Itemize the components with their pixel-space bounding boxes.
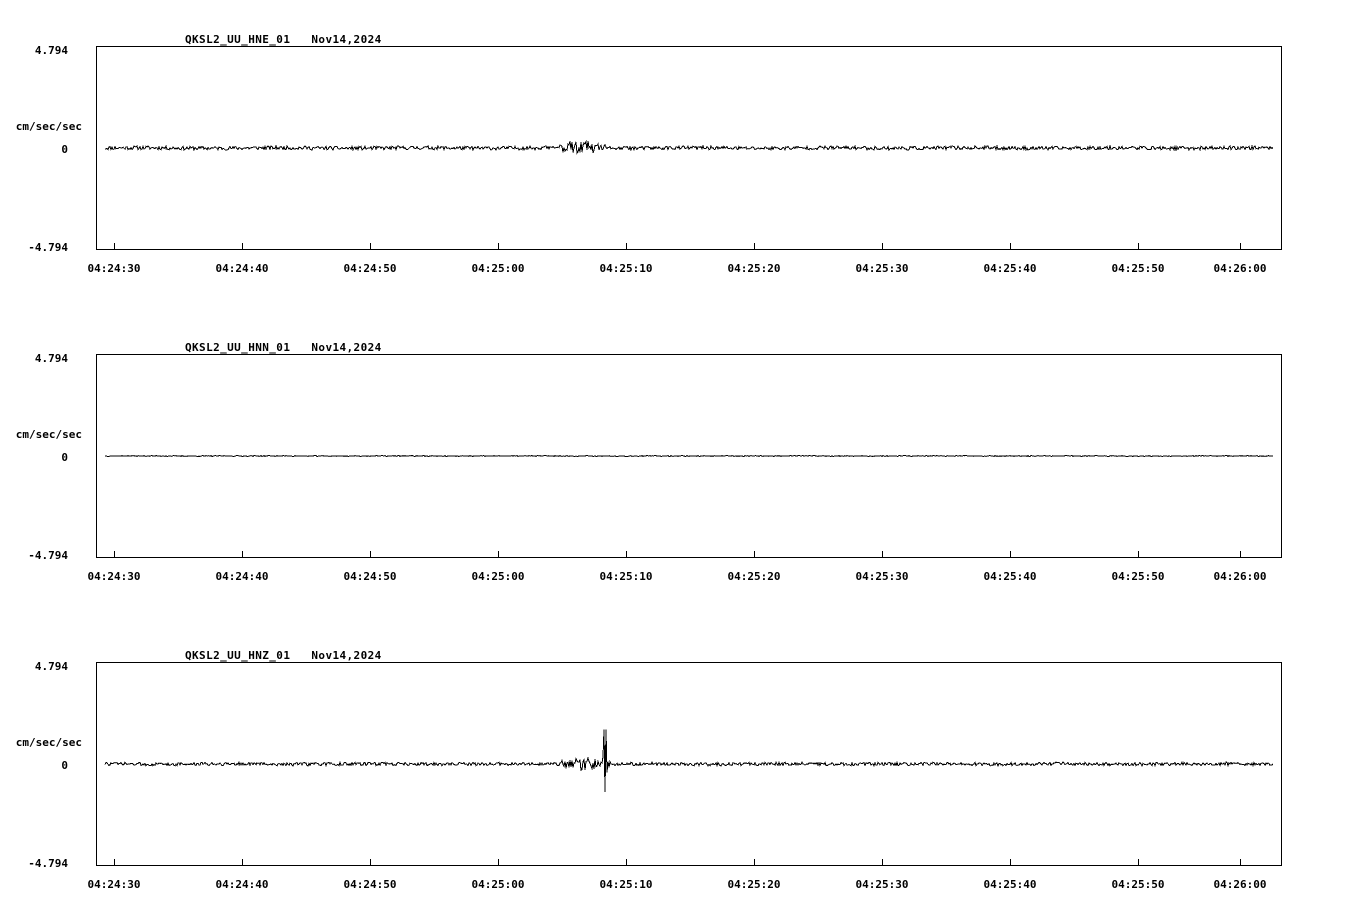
x-tick-mark [242,859,243,866]
x-tick-label: 04:25:10 [599,878,653,891]
x-tick-mark [754,243,755,250]
x-tick-mark [498,243,499,250]
x-tick-label: 04:25:20 [727,878,781,891]
y-tick-max: 4.794 [34,660,68,673]
y-tick-zero: 0 [61,451,68,464]
x-tick-mark [626,243,627,250]
panel-title: QKSL2_UU_HNN_01 Nov14,2024 [185,341,382,354]
x-tick-label: 04:24:50 [343,262,397,275]
x-tick-mark [1240,551,1241,558]
x-tick-mark [498,859,499,866]
x-tick-mark [1138,551,1139,558]
x-tick-mark [882,859,883,866]
x-tick-label: 04:24:30 [87,262,141,275]
y-axis-units-label: cm/sec/sec [15,428,82,441]
x-tick-label: 04:25:00 [471,262,525,275]
waveform-trace-hne [97,47,1281,249]
seismogram-panel-hnn [0,308,1358,608]
x-tick-label: 04:24:30 [87,570,141,583]
plot-area-hne [96,46,1282,250]
seismogram-panel-hne [0,0,1358,300]
x-tick-label: 04:25:10 [599,262,653,275]
x-tick-label: 04:24:50 [343,570,397,583]
x-tick-mark [1240,859,1241,866]
y-tick-max: 4.794 [34,44,68,57]
y-axis-units-label: cm/sec/sec [15,736,82,749]
panel-title: QKSL2_UU_HNE_01 Nov14,2024 [185,33,382,46]
x-tick-mark [1240,243,1241,250]
x-tick-label: 04:26:00 [1213,878,1267,891]
x-tick-label: 04:24:50 [343,878,397,891]
x-tick-label: 04:25:50 [1111,262,1165,275]
x-tick-mark [498,551,499,558]
waveform-trace-hnz [97,663,1281,865]
y-tick-zero: 0 [61,759,68,772]
plot-area-hnz [96,662,1282,866]
x-tick-mark [370,551,371,558]
x-tick-label: 04:25:40 [983,878,1037,891]
x-tick-mark [242,551,243,558]
x-tick-label: 04:25:50 [1111,570,1165,583]
y-tick-min: -4.794 [28,549,68,562]
x-tick-label: 04:25:40 [983,570,1037,583]
x-tick-mark [1010,243,1011,250]
seismogram-panel-hnz [0,616,1358,916]
y-tick-zero: 0 [61,143,68,156]
x-tick-label: 04:25:30 [855,262,909,275]
x-tick-mark [882,551,883,558]
y-tick-max: 4.794 [34,352,68,365]
x-tick-label: 04:26:00 [1213,262,1267,275]
x-tick-mark [882,243,883,250]
y-axis-units-label: cm/sec/sec [15,120,82,133]
x-tick-mark [1010,551,1011,558]
plot-area-hnn [96,354,1282,558]
y-tick-min: -4.794 [28,241,68,254]
x-tick-label: 04:25:30 [855,570,909,583]
x-tick-mark [1010,859,1011,866]
x-tick-mark [754,859,755,866]
x-tick-label: 04:25:10 [599,570,653,583]
x-tick-label: 04:25:50 [1111,878,1165,891]
x-tick-label: 04:24:40 [215,262,269,275]
x-tick-label: 04:25:40 [983,262,1037,275]
x-tick-mark [626,551,627,558]
x-tick-label: 04:25:00 [471,878,525,891]
x-tick-mark [114,859,115,866]
panel-title: QKSL2_UU_HNZ_01 Nov14,2024 [185,649,382,662]
x-tick-label: 04:24:40 [215,878,269,891]
x-tick-label: 04:25:00 [471,570,525,583]
x-tick-mark [114,551,115,558]
x-tick-mark [370,243,371,250]
x-tick-mark [1138,859,1139,866]
x-tick-label: 04:25:20 [727,262,781,275]
x-tick-label: 04:25:20 [727,570,781,583]
x-tick-mark [242,243,243,250]
x-tick-label: 04:24:30 [87,878,141,891]
x-tick-mark [1138,243,1139,250]
x-tick-mark [754,551,755,558]
x-tick-mark [114,243,115,250]
y-tick-min: -4.794 [28,857,68,870]
x-tick-label: 04:25:30 [855,878,909,891]
x-tick-label: 04:26:00 [1213,570,1267,583]
x-tick-mark [370,859,371,866]
x-tick-label: 04:24:40 [215,570,269,583]
waveform-trace-hnn [97,355,1281,557]
x-tick-mark [626,859,627,866]
